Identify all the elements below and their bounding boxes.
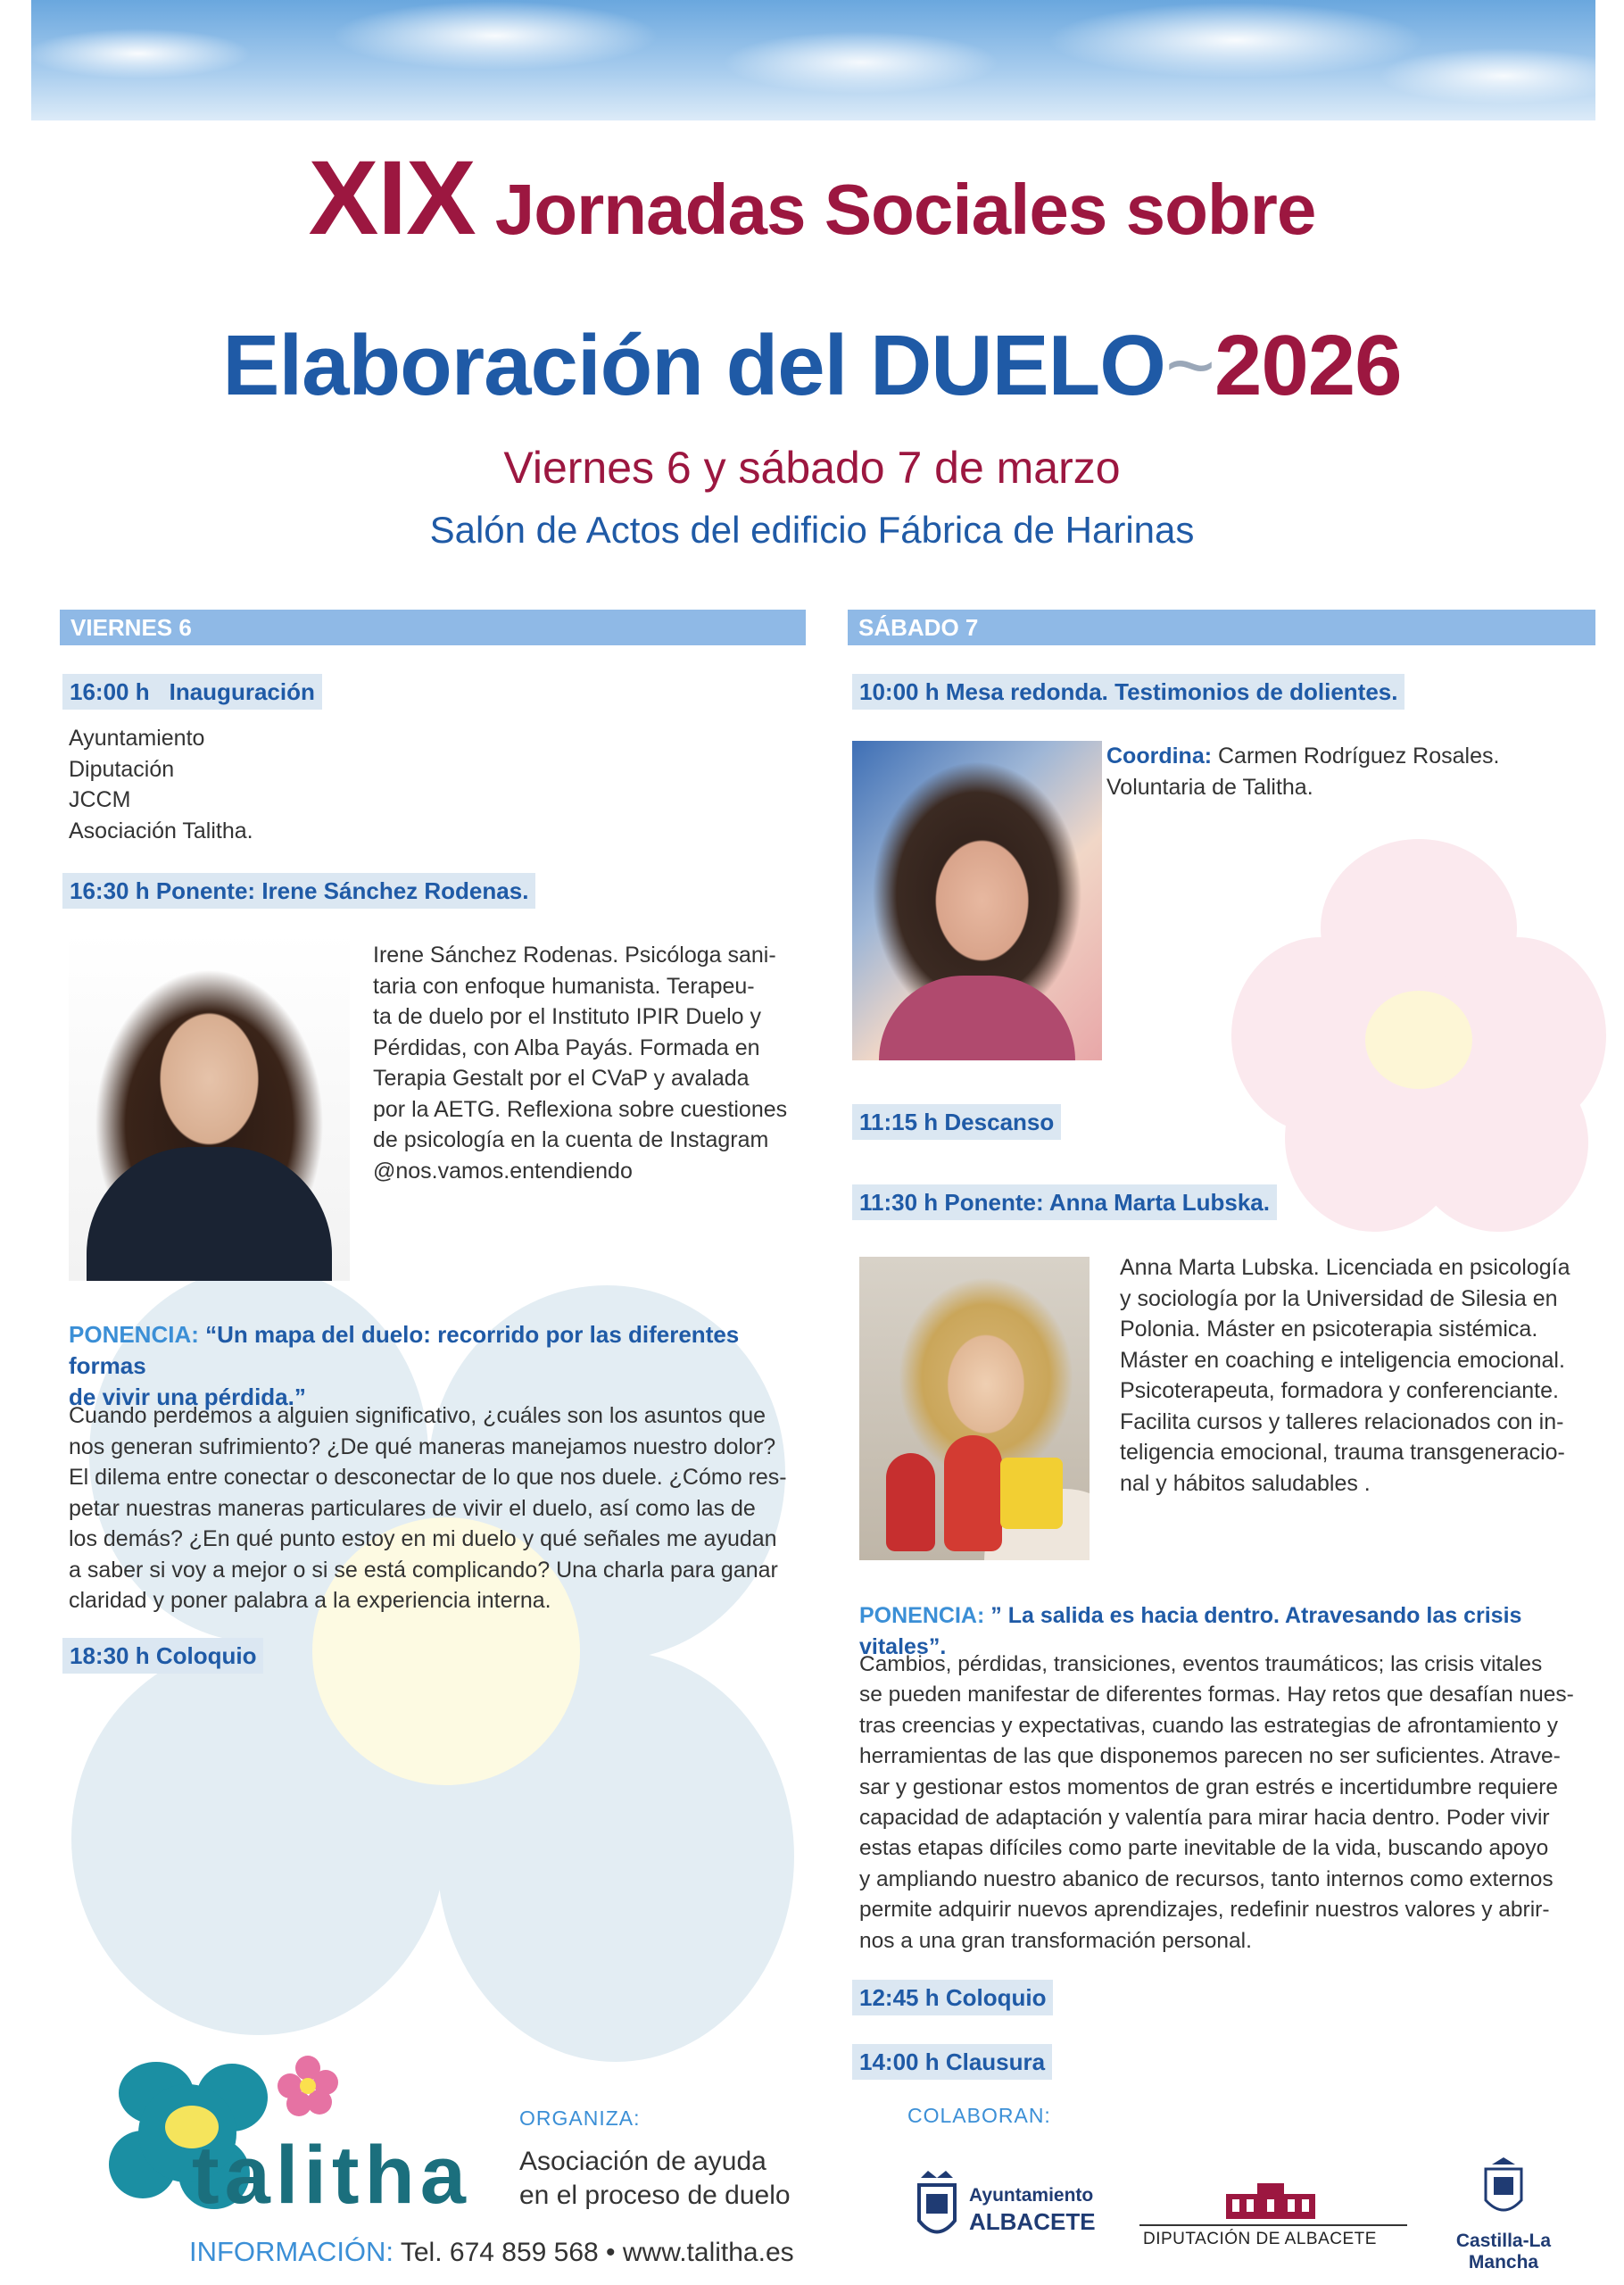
schedule-slot-friday-2 [62,873,535,909]
slot-label: Coloquio [945,1984,1047,2011]
slot-label: Descanso [944,1109,1055,1135]
schedule-slot-saturday-5 [852,2044,1052,2080]
bio-line: @nos.vamos.entendiendo [373,1158,633,1184]
text-line: herramientas de las que disponemos parecen no ser suficientes. Atrave- [859,1744,1561,1769]
text-line: Cambios, pérdidas, transiciones, eventos traumáticos; las crisis vitales [859,1652,1543,1676]
bio-line: taria con enfoque humanista. Terapeu- [373,973,755,999]
organiza-label: ORGANIZA: [519,2106,641,2130]
albacete-shield-icon [910,2167,964,2248]
bio-line: y sociología por la Universidad de Silesia en [1120,1285,1558,1311]
ponencia-label: PONENCIA: [859,1603,985,1628]
event-title-line1 [0,139,1624,257]
slot-prefix: Ponente: [944,1189,1044,1216]
logo-text: Castilla-La Mancha [1455,2231,1552,2273]
ponencia-title-text: ” La salida es hacia dentro. Atravesando las crisis vitales”. [859,1603,1522,1659]
schedule-slot-saturday-3 [852,1184,1277,1220]
text-line: capacidad de adaptación y valentía para mirar hacia dentro. Poder vivir [859,1806,1550,1831]
schedule-slot-saturday-4 [852,1980,1053,2015]
schedule-slot-saturday-2 [852,1104,1061,1140]
speaker-photo-anna [859,1257,1090,1560]
org-desc-line: Asociación de ayuda [519,2147,766,2176]
bio-line: Irene Sánchez Rodenas. Psicóloga sani- [373,943,776,968]
text-line: se pueden manifestar de diferentes formas. Hay retos que desafían nues- [859,1683,1574,1708]
text-line: nos generan sufrimiento? ¿De qué maneras manejamos nuestro dolor? [69,1433,776,1459]
slot-time: 11:30 h [859,1189,939,1216]
list-item: JCCM [69,787,131,812]
title-tilde: ~ [1164,318,1214,413]
event-title-line2 [0,317,1624,415]
bio-line: Psicoterapeuta, formadora y conferenciante. [1120,1378,1559,1403]
speaker-name: Irene Sánchez Rodenas. [261,877,529,904]
slot-label: Coloquio [155,1642,257,1669]
diputacion-building-icon [1222,2178,1320,2221]
bio-line: Polonia. Máster en psicoterapia sistémica. [1120,1317,1538,1342]
bio-line: Máster en coaching e inteligencia emocional. [1120,1347,1565,1373]
coord-label: Coordina: [1106,744,1213,769]
inauguration-list [69,723,253,846]
edition-number: XIX [308,139,476,257]
slot-time: 16:30 h [70,877,150,904]
slot-time: 12:45 h [859,1984,940,2011]
slot-label: Clausura [945,2048,1046,2075]
sky-banner [31,0,1595,120]
slot-time: 18:30 h [70,1642,150,1669]
text-line: tras creencias y expectativas, cuando las estrategias de afrontamiento y [859,1713,1559,1738]
logo-text: ALBACETE [969,2208,1096,2235]
slot-prefix: Ponente: [155,877,256,904]
list-item: Asociación Talitha. [69,818,253,843]
schedule-slot-saturday-1 [852,674,1404,710]
ponencia-label: PONENCIA: [69,1321,199,1348]
list-item: Diputación [69,756,175,782]
speaker-bio-anna [1120,1252,1584,1499]
slot-time: 10:00 h [859,678,940,705]
slot-label: Inauguración [169,678,315,705]
contact-info [189,2236,794,2268]
speaker-name: Anna Marta Lubska. [1048,1189,1270,1216]
text-line: los demás? ¿En qué punto estoy en mi duelo y qué señales me ayudan [69,1526,777,1551]
slot-time: 14:00 h [859,2048,940,2075]
logo-text: Ayuntamiento [969,2185,1094,2206]
speaker-bio-irene [373,940,806,1186]
bio-line: Pérdidas, con Alba Payás. Formada en [373,1034,760,1060]
day-header-saturday: SÁBADO 7 [848,610,1595,645]
colaboran-label: COLABORAN: [907,2104,1051,2127]
ponencia-text-saturday [859,1649,1600,1957]
bio-line: Facilita cursos y talleres relacionados con in- [1120,1408,1564,1434]
schedule-slot-friday-1 [62,674,322,710]
coord-role: Voluntaria de Talitha. [1106,774,1313,800]
ponencia-title-line: de vivir una pérdida.” [69,1383,306,1410]
logo-ayuntamiento-albacete [910,2167,1106,2256]
bio-line: Terapia Gestalt por el CVaP y avalada [373,1066,750,1091]
ponencia-title-friday [69,1319,818,1413]
event-venue: Salón de Actos del edificio Fábrica de Harinas [429,509,1195,551]
slot-time: 11:15 h [859,1109,939,1135]
organizer-description [519,2145,791,2213]
list-item: Ayuntamiento [69,726,205,751]
logo-text: DIPUTACIÓN DE ALBACETE [1143,2230,1377,2248]
text-line: permite adquirir nuevos aprendizajes, redefinir nuestros valores y abrir- [859,1898,1550,1923]
logo-castilla-la-mancha [1423,2156,1584,2273]
bio-line: de psicología en la cuenta de Instagram [373,1127,769,1152]
info-label: INFORMACIÓN: [189,2236,394,2267]
text-line: nos a una gran transformación personal. [859,1928,1252,1953]
event-dates: Viernes 6 y sábado 7 de marzo [503,443,1121,493]
schedule-slot-friday-3 [62,1638,263,1674]
bio-line: nal y hábitos saludables . [1120,1470,1371,1496]
coord-name: Carmen Rodríguez Rosales. [1218,744,1500,769]
title-text: Jornadas Sociales sobre [494,170,1316,249]
title-topic: Elaboración del DUELO [222,318,1165,413]
info-text: Tel. 674 859 568 • www.talitha.es [400,2238,794,2267]
logo-diputacion-albacete [1139,2178,1407,2258]
title-year: 2026 [1214,318,1402,413]
bio-line: teligencia emocional, trauma transgeneracio- [1120,1440,1565,1465]
slot-time: 16:00 h [70,678,150,705]
text-line: claridad y poner palabra a la experiencia interna. [69,1588,551,1613]
day-header-friday: VIERNES 6 [60,610,806,645]
ponencia-text-friday [69,1400,818,1616]
text-line: sar y gestionar estos momentos de gran estrés e incertidumbre requiere [859,1774,1559,1799]
ponencia-title-line: “Un mapa del duelo: recorrido por las diferentes formas [69,1321,740,1379]
bio-line: ta de duelo por el Instituto IPIR Duelo y [373,1004,761,1029]
slot-label: Mesa redonda. Testimonios de dolientes. [945,678,1398,705]
coordinator-photo-carmen [852,741,1102,1060]
castilla-la-mancha-shield-icon [1481,2156,1526,2223]
background-flower-pink [1231,839,1606,1232]
text-line: petar nuestras maneras particulares de vivir el duelo, así como las de [69,1495,756,1521]
text-line: Cuando perdemos a alguien significativo, ¿cuáles son los asuntos que [69,1403,766,1428]
talitha-wordmark: talitha [192,2130,471,2221]
text-line: El dilema entre conectar o desconectar de lo que nos duele. ¿Cómo res- [69,1465,787,1490]
org-desc-line: en el proceso de duelo [519,2181,791,2210]
bio-line: por la AETG. Reflexiona sobre cuestiones [373,1096,788,1122]
text-line: a saber si voy a mejor o si se está complicando? Una charla para ganar [69,1557,778,1583]
text-line: estas etapas difíciles como parte inevitable de la vida, buscando apoyo [859,1836,1549,1861]
speaker-photo-irene [69,933,350,1281]
text-line: y ampliando nuestro abanico de recursos, tanto internos como externos [859,1866,1554,1891]
coordinator-info [1106,741,1499,802]
bio-line: Anna Marta Lubska. Licenciada en psicología [1120,1255,1570,1280]
